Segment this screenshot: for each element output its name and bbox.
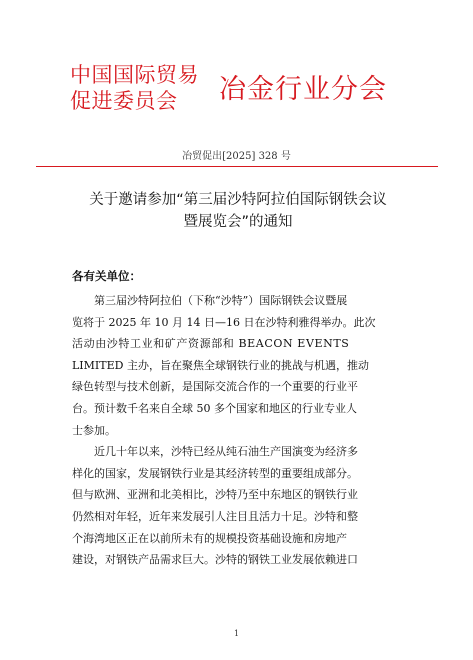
org-name-line-2: 促进委员会 xyxy=(70,89,178,113)
body-line: 仍然相对年轻，近年来发展引人注目且活力十足。沙特和整 xyxy=(72,509,358,523)
body-line: 绿色转型与技术创新，是国际交流合作的一个重要的行业平 xyxy=(72,380,358,394)
org-branch-name: 冶金行业分会 xyxy=(219,74,387,105)
body-line: 近几十年以来，沙特已经从纯石油生产国演变为经济多 xyxy=(94,445,358,459)
body-line: 士参加。 xyxy=(72,423,116,437)
page-number: 1 xyxy=(233,629,240,638)
body-text xyxy=(72,290,410,571)
body-line: 个海湾地区正在以前所未有的规模投资基础设施和房地产 xyxy=(72,531,347,545)
header-divider xyxy=(36,166,438,167)
org-name-line-1: 中国国际贸易 xyxy=(70,63,199,87)
body-line: 活动由沙特工业和矿产资源部和 BEACON EVENTS xyxy=(72,337,350,351)
body-line: 但与欧洲、亚洲和北美相比，沙特乃至中东地区的钢铁行业 xyxy=(72,488,358,502)
notice-title-line-1: 关于邀请参加“第三届沙特阿拉伯国际钢铁会议 xyxy=(89,192,387,208)
body-line: 样化的国家，发展钢铁行业是其经济转型的重要组成部分。 xyxy=(72,466,358,480)
body-line: LIMITED 主办，旨在聚焦全球钢铁行业的挑战与机遇，推动 xyxy=(72,358,369,372)
body-line: 览将于 2025 年 10 月 14 日—16 日在沙特利雅得举办。此次 xyxy=(72,315,376,329)
body-line: 台。预计数千名来自全球 50 多个国家和地区的行业专业人 xyxy=(72,401,357,415)
document-number: 冶贸促出[2025] 328 号 xyxy=(182,151,291,162)
body-line: 建设，对钢铁产品需求巨大。沙特的钢铁工业发展依赖进口 xyxy=(72,553,358,567)
org-name xyxy=(70,62,199,114)
letterhead xyxy=(70,62,450,120)
body-line: 第三届沙特阿拉伯（下称“沙特”）国际钢铁会议暨展 xyxy=(94,294,348,307)
salutation: 各有关单位： xyxy=(72,269,141,283)
notice-title xyxy=(60,189,416,233)
notice-title-line-2: 暨展览会”的通知 xyxy=(183,214,293,230)
